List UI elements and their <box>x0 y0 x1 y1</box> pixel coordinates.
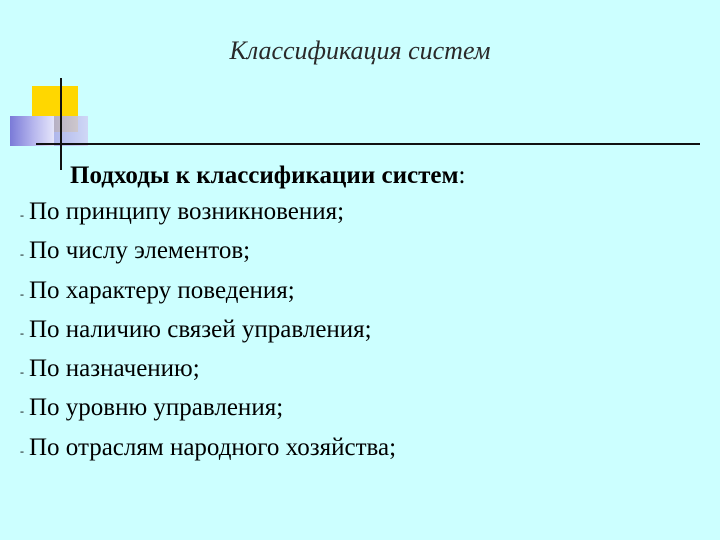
slide-body <box>20 158 710 469</box>
list-item <box>20 273 710 312</box>
list-item <box>20 233 710 272</box>
list-item <box>20 194 710 233</box>
section-heading-colon: : <box>458 162 466 189</box>
bullet-dash: - <box>20 286 24 301</box>
bullet-dash: - <box>20 365 24 380</box>
bullet-dash: - <box>20 404 24 419</box>
purple-gradient-decoration-left <box>10 116 54 146</box>
list-item <box>20 351 710 390</box>
bullet-dash: - <box>20 443 24 458</box>
list-item-text: По наличию связей управления; <box>29 315 372 343</box>
list-item <box>20 390 710 429</box>
list-item <box>20 430 710 469</box>
vertical-rule <box>60 78 62 170</box>
slide-title: Классификация систем <box>229 36 491 65</box>
list-item-text: По назначению; <box>29 355 200 383</box>
list-item-text: По принципу возникновения; <box>29 198 345 225</box>
bullet-dash: - <box>20 247 24 262</box>
classification-list <box>20 194 710 469</box>
list-item-text: По числу элементов; <box>29 237 251 265</box>
section-heading-text: Подходы к классификации систем <box>70 162 459 189</box>
list-item <box>20 312 710 351</box>
list-item-text: По уровню управления; <box>29 394 284 422</box>
bullet-dash: - <box>20 325 24 340</box>
bullet-dash: - <box>20 208 24 222</box>
horizontal-rule <box>36 143 700 145</box>
list-item-text: По характеру поведения; <box>29 276 295 304</box>
list-item-text: По отраслям народного хозяйства; <box>29 433 397 461</box>
section-heading <box>70 158 710 194</box>
